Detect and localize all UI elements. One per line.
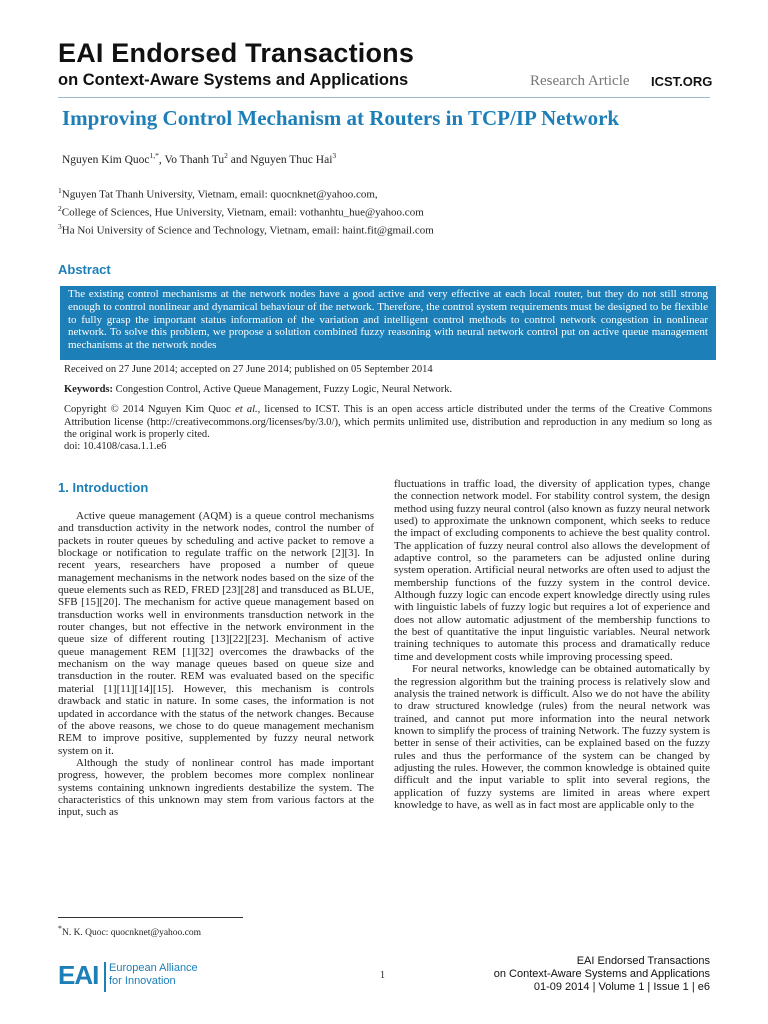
author-name: Vo Thanh Tu bbox=[164, 153, 225, 166]
page-number: 1 bbox=[380, 970, 385, 981]
footnote: *N. K. Quoc: quocnknet@yahoo.com bbox=[58, 924, 202, 939]
abstract-heading: Abstract bbox=[58, 262, 111, 277]
affiliations bbox=[58, 184, 434, 238]
affiliation-item: $^3$Ha Noi University of Science and Technology, Vietnam, email: haint.fit@gmail.com bbox=[58, 222, 434, 237]
author-name: Nguyen Thuc Hai bbox=[250, 153, 333, 166]
paragraph: Active queue management (AQM) is a queue control mechanisms and transduction activity in the network nodes, control the number of packets in router queues by scheduling and active packet to remove a blockage or notification to regulate traffic on the network [2][3]. In recent years, researchers have proposed a number of queue management mechanisms in the network nodes based on the size of the queue elements such as RED, FRED [23][28] and transduced as BLUE, SFB [15][20]. The mechanism for active queue management based on transduction works well in environments transduction network in the router changes, but not effective in the network environment in the queue size of different routing [13][22][23]. Mechanism of active queue management REM [1][32] overcomes the drawbacks of the mechanism on the way manage queues based on queue size and transduction in the router. REM was evaluated based on the specific material [1][11][14][15]. However, this mechanism is controls drawback and static in nature. In some cases, the information is not updated in accordance with the status of the network changes. Because of the above reasons, we chose to do queue management mechanism REM to improve positive, supplemented by fuzzy neural network system on it. bbox=[58, 510, 374, 757]
author-list: Nguyen Kim Quoc$^{1,*}$, Vo Thanh Tu$^2$ and Nguyen Thuc Hai$^3$ bbox=[62, 151, 337, 166]
section-heading: 1. Introduction bbox=[58, 480, 149, 495]
journal-subtitle: on Context-Aware Systems and Applications bbox=[58, 71, 409, 89]
eai-logo: EAI bbox=[58, 960, 99, 990]
author-mark: 3 bbox=[332, 151, 337, 160]
abstract-text: The existing control mechanisms at the network nodes have a good active and very effective at each local router, but they do not still strong enough to control nonlinear and dynamical behaviour of the network. Therefore, the control system requirements must be designed to be flexible to fully grasp the important status information of the variation and intelligent control methods to control network congestion in nonlinear network. To solve this problem, we propose a solution combined fuzzy reasoning with neural network control put on active queue management mechanisms at the network nodes bbox=[60, 286, 716, 360]
keywords: Keywords: Congestion Control, Active Queue Management, Fuzzy Logic, Neural Network. bbox=[64, 384, 453, 395]
eai-org-name: European Alliance for Innovation bbox=[109, 962, 198, 987]
author-mark: 1,* bbox=[149, 151, 159, 160]
paragraph: For neural networks, knowledge can be obtained automatically by the regression algorithm but the training process is relatively slow and analysis the trained network is difficult. Also we do not have the ability to draw structured knowledge (rules) from the neural network was trained, and cannot put more information into the neural network known to simplify the process of training Network. The fuzzy system is better in sense of their activities, can be explained based on the fuzzy rules and thus the performance of the system can be changed by adjusting the rules. However, the common knowledge is obtained quite difficult and the input variable to split into several regions, the application of fuzzy systems are limited in areas where expert knowledge to have, as well as in fact most are applicable only to the bbox=[394, 663, 710, 811]
publication-dates: Received on 27 June 2014; accepted on 27 June 2014; published on 05 September 2014 bbox=[64, 364, 433, 375]
paper-title: Improving Control Mechanism at Routers in TCP/IP Network bbox=[62, 106, 620, 130]
doi[interactable]: doi: 10.4108/casa.1.1.e6 bbox=[64, 441, 167, 452]
publisher-logo: ICST.ORG bbox=[651, 74, 713, 89]
paragraph: fluctuations in traffic load, the diversity of application types, change the connection network model. For stability control system, the design method using fuzzy neural control (also known as fuzzy neural network used) to approximate the unknown component, which seeks to reduce the impact of excluding components to achieve the best quality control. The application of fuzzy neural control also allows the development of adaptive control, so the parameters can be adjusted online during system operation. Artificial neural networks are often used to adjust the membership functions of the fuzzy system in the control device. Although fuzzy logic can encode expert knowledge directly using rules with linguistic labels of fuzzy logic but requires a lot of experience and does not allow automatic adjustment of the membership functions to the best of quantitative the input linguistic variables. Neural network training techniques to automate this process and dramatically reduce time and development costs while improving processing speed. bbox=[394, 478, 710, 663]
footnote-divider bbox=[58, 917, 243, 918]
article-type: Research Article bbox=[530, 73, 630, 89]
footer-journal-info: EAI Endorsed Transactions on Context-Aware Systems and Applications 01-09 2014 | Volume 1 | Issue 1 | e6 bbox=[493, 955, 710, 993]
logo-divider bbox=[104, 962, 106, 992]
author-mark: 2 bbox=[224, 151, 228, 160]
journal-title: EAI Endorsed Transactions bbox=[58, 38, 415, 68]
left-column bbox=[58, 510, 374, 819]
keywords-label: Keywords: bbox=[64, 384, 113, 395]
affiliation-item: $^2$College of Sciences, Hue University, Vietnam, email: vothanhtu_hue@yahoo.com bbox=[58, 204, 424, 219]
affiliation-item: $^1$Nguyen Tat Thanh University, Vietnam, email: quocnknet@yahoo.com, bbox=[58, 186, 378, 201]
author-name: Nguyen Kim Quoc bbox=[62, 153, 150, 166]
header-divider bbox=[58, 97, 710, 98]
paragraph: Although the study of nonlinear control has made important progress, however, the problem becomes more complex nonlinear systems containing unknown ingredients destabilize the system. The characteristics of this unknown may stem from various factors at the input, such as bbox=[58, 756, 374, 819]
copyright: Copyright © 2014 Nguyen Kim Quoc et al., licensed to ICST. This is an open access article distributed under the terms of the Creative Commons Attribution license (http://creativecommons.org/licenses/by/3.0/), which permits unlimited use, distribution and reproduction in any medium so long as the original work is properly cited. bbox=[64, 404, 712, 440]
right-column bbox=[394, 478, 710, 811]
